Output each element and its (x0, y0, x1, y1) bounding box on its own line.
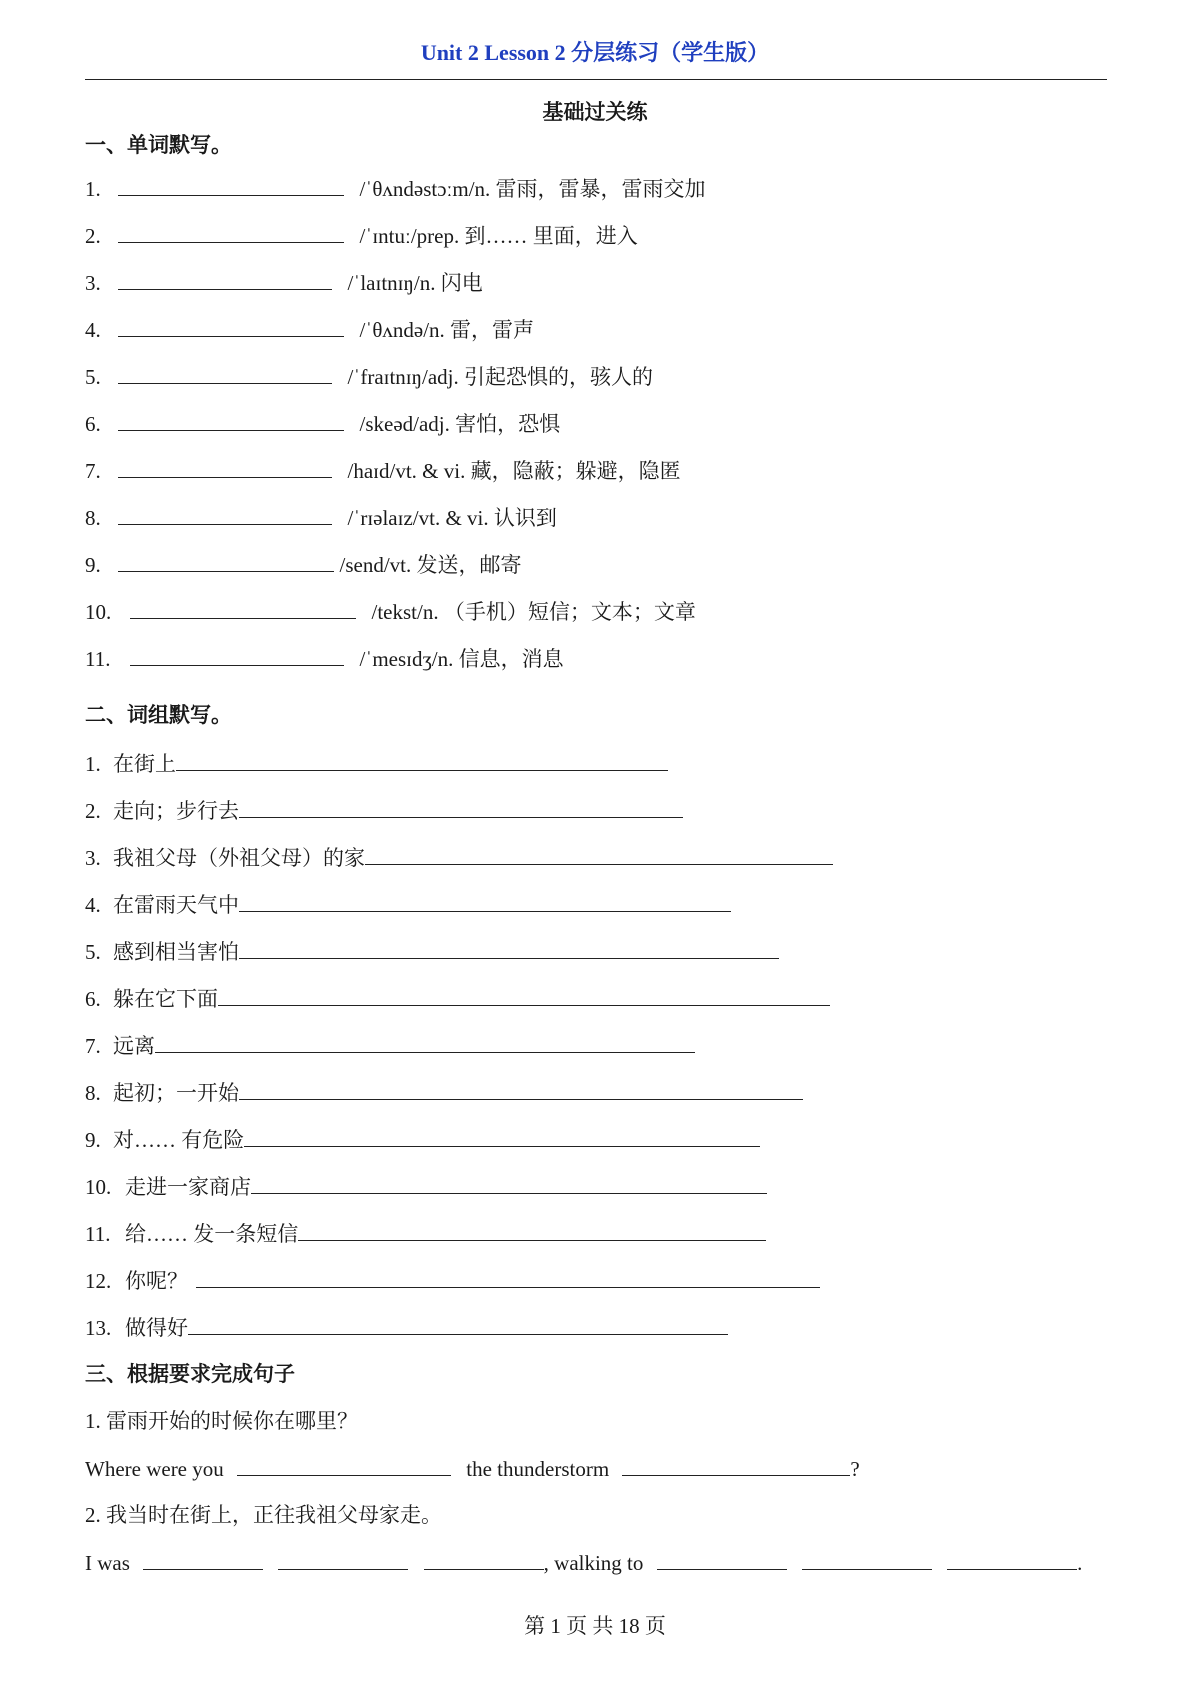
phrase-text: 你呢？ (125, 1269, 188, 1293)
item-number: 9. (85, 553, 101, 577)
word-definition: /ˈθʌndəstɔːm/n. 雷雨，雷暴，雷雨交加 (359, 177, 706, 201)
page-title: 基础过关练 (542, 100, 648, 124)
answer-blank[interactable] (118, 408, 344, 431)
sentence-text: Where were you (85, 1457, 224, 1481)
answer-blank[interactable] (118, 455, 332, 478)
answer-blank[interactable] (947, 1547, 1077, 1570)
item-number: 3. (85, 271, 101, 295)
answer-blank[interactable] (218, 983, 830, 1006)
phrase-item (85, 1124, 760, 1155)
header-divider (85, 79, 1107, 80)
phrase-text: 感到相当害怕 (113, 940, 239, 964)
section1-title: 一、单词默写。 (85, 133, 232, 157)
section2-title: 二、词组默写。 (85, 703, 232, 727)
sentence-text: , walking to (543, 1551, 644, 1575)
sentence-end: ? (850, 1457, 860, 1481)
answer-blank[interactable] (244, 1124, 760, 1147)
answer-blank[interactable] (118, 220, 344, 243)
item-number: 4. (85, 318, 101, 342)
item-number: 7. (85, 459, 101, 483)
word-definition: /ˈrɪəlaɪz/vt. & vi. 认识到 (347, 506, 557, 530)
answer-blank[interactable] (365, 842, 833, 865)
item-number: 5. (85, 940, 101, 964)
phrase-item (85, 1030, 695, 1061)
word-definition: /ˈθʌndə/n. 雷，雷声 (359, 318, 535, 342)
answer-blank[interactable] (118, 267, 332, 290)
item-number: 8. (85, 506, 101, 530)
phrase-text: 对…… 有危险 (113, 1128, 245, 1152)
phrase-text: 躲在它下面 (113, 987, 218, 1011)
answer-blank[interactable] (657, 1547, 787, 1570)
answer-blank[interactable] (118, 502, 332, 525)
word-definition: /ˈɪntuː/prep. 到…… 里面，进入 (359, 224, 638, 248)
phrase-item (85, 795, 683, 826)
answer-blank[interactable] (278, 1547, 408, 1570)
phrase-item (85, 1312, 728, 1343)
phrase-text: 做得好 (125, 1316, 188, 1340)
phrase-item (85, 1077, 803, 1108)
answer-blank[interactable] (239, 889, 731, 912)
question-prompt: 1. 雷雨开始的时候你在哪里？ (85, 1409, 358, 1433)
answer-blank[interactable] (239, 1077, 803, 1100)
word-definition: /send/vt. 发送，邮寄 (339, 553, 522, 577)
phrase-item (85, 1265, 820, 1296)
answer-blank[interactable] (130, 643, 344, 666)
phrase-text: 我祖父母（外祖父母）的家 (113, 846, 365, 870)
phrase-item (85, 842, 833, 873)
sentence-text: I was (85, 1551, 130, 1575)
phrase-text: 给…… 发一条短信 (125, 1222, 299, 1246)
phrase-text: 起初；一开始 (113, 1081, 239, 1105)
word-item (85, 361, 653, 392)
phrase-text: 在雷雨天气中 (113, 893, 239, 917)
answer-blank[interactable] (237, 1453, 451, 1476)
word-definition: /ˈmesɪdʒ/n. 信息，消息 (359, 647, 564, 671)
item-number: 5. (85, 365, 101, 389)
item-number: 11. (85, 647, 111, 671)
item-number: 12. (85, 1269, 112, 1293)
answer-blank[interactable] (239, 936, 779, 959)
sentence-completion (85, 1453, 860, 1484)
page-header: Unit 2 Lesson 2 分层练习（学生版） (420, 40, 770, 65)
phrase-text: 在街上 (113, 752, 176, 776)
answer-blank[interactable] (118, 361, 332, 384)
word-definition: /haɪd/vt. & vi. 藏，隐蔽；躲避，隐匿 (347, 459, 681, 483)
word-item (85, 408, 560, 439)
phrase-item (85, 1218, 766, 1249)
phrase-item (85, 983, 830, 1014)
word-item (85, 502, 557, 533)
phrase-item (85, 889, 731, 920)
phrase-item (85, 1171, 767, 1202)
section3-title: 三、根据要求完成句子 (85, 1362, 295, 1386)
phrase-item (85, 936, 779, 967)
answer-blank[interactable] (155, 1030, 695, 1053)
answer-blank[interactable] (622, 1453, 850, 1476)
sentence-completion (85, 1547, 1082, 1578)
page-footer: 第 1 页 共 18 页 (524, 1614, 666, 1638)
word-item (85, 314, 534, 345)
item-number: 11. (85, 1222, 111, 1246)
word-definition: /ˈlaɪtnɪŋ/n. 闪电 (347, 271, 483, 295)
item-number: 8. (85, 1081, 101, 1105)
item-number: 6. (85, 412, 101, 436)
answer-blank[interactable] (802, 1547, 932, 1570)
item-number: 4. (85, 893, 101, 917)
item-number: 1. (85, 752, 101, 776)
answer-blank[interactable] (130, 596, 356, 619)
item-number: 2. (85, 224, 101, 248)
answer-blank[interactable] (118, 173, 344, 196)
item-number: 6. (85, 987, 101, 1011)
word-definition: /ˈfraɪtnɪŋ/adj. 引起恐惧的，骇人的 (347, 365, 654, 389)
answer-blank[interactable] (143, 1547, 263, 1570)
phrase-text: 远离 (113, 1034, 155, 1058)
answer-blank[interactable] (239, 795, 683, 818)
answer-blank[interactable] (188, 1312, 728, 1335)
word-item (85, 220, 638, 251)
word-item (85, 549, 522, 580)
word-definition: /tekst/n. （手机）短信；文本；文章 (371, 600, 696, 624)
item-number: 10. (85, 1175, 112, 1199)
item-number: 13. (85, 1316, 112, 1340)
item-number: 7. (85, 1034, 101, 1058)
item-number: 9. (85, 1128, 101, 1152)
word-definition: /skeəd/adj. 害怕，恐惧 (359, 412, 561, 436)
word-item (85, 596, 696, 627)
word-item (85, 455, 681, 486)
item-number: 2. (85, 799, 101, 823)
phrase-text: 走向；步行去 (113, 799, 239, 823)
question-prompt: 2. 我当时在街上，正往我祖父母家走。 (85, 1503, 442, 1527)
answer-blank[interactable] (424, 1547, 544, 1570)
word-item (85, 267, 483, 298)
answer-blank[interactable] (118, 549, 334, 572)
word-item (85, 173, 706, 204)
answer-blank[interactable] (196, 1265, 820, 1288)
phrase-item (85, 748, 668, 779)
phrase-text: 走进一家商店 (125, 1175, 251, 1199)
answer-blank[interactable] (118, 314, 344, 337)
answer-blank[interactable] (251, 1171, 767, 1194)
answer-blank[interactable] (176, 748, 668, 771)
item-number: 3. (85, 846, 101, 870)
sentence-end: . (1077, 1551, 1083, 1575)
answer-blank[interactable] (298, 1218, 766, 1241)
item-number: 1. (85, 177, 101, 201)
word-item (85, 643, 564, 674)
sentence-text: the thunderstorm (466, 1457, 610, 1481)
item-number: 10. (85, 600, 112, 624)
